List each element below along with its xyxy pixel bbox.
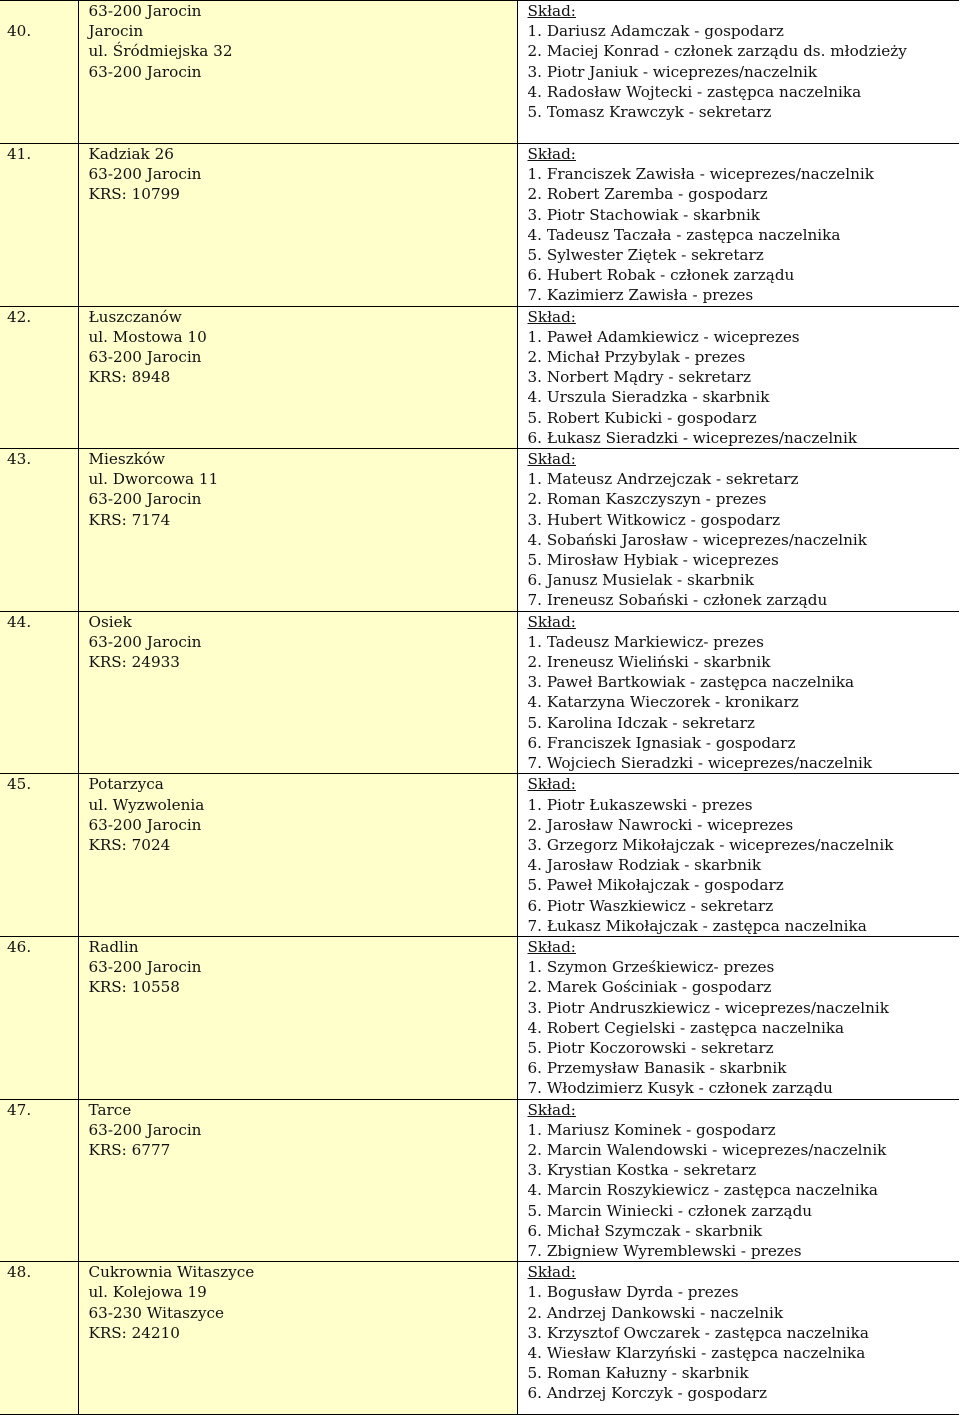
members-cell (517, 936, 959, 1099)
members-cell (517, 774, 959, 937)
address-cell (78, 1262, 517, 1415)
member-entry: 3. Hubert Witkowicz - gospodarz (527, 510, 781, 529)
address-line: Łuszczanów (88, 307, 182, 326)
registry-row (0, 306, 959, 448)
member-entry: 7. Łukasz Mikołajczak - zastępca naczelnika (527, 916, 867, 935)
members-cell (517, 306, 959, 448)
sklad-label: Skład: (527, 1263, 576, 1282)
sklad-label: Skład: (527, 145, 576, 163)
sklad-label-line (528, 1262, 960, 1282)
sklad-label: Skład: (527, 1100, 576, 1119)
member-entry: 1. Mateusz Andrzejczak - sekretarz (527, 470, 799, 489)
row-number-cell (0, 449, 78, 612)
member-entry: 2. Ireneusz Wieliński - skarbnik (527, 653, 771, 672)
member-entry: 2. Andrzej Dankowski - naczelnik (527, 1303, 784, 1322)
member-entry: 2. Michał Przybylak - prezes (527, 348, 746, 367)
address-line: 63-200 Jarocin (88, 1120, 202, 1139)
row-number-cell (0, 1262, 78, 1415)
sklad-label: Skład: (527, 450, 576, 469)
row-number: 43. (7, 450, 32, 469)
member-entry: 1. Bogusław Dyrda - prezes (527, 1283, 739, 1302)
registry-row (0, 611, 959, 774)
member-entry: 7. Ireneusz Sobański - członek zarządu (527, 591, 828, 610)
member-entry: 4. Wiesław Klarzyński - zastępca naczelnika (527, 1343, 866, 1362)
member-entry: 2. Roman Kaszczyszyn - prezes (527, 490, 767, 509)
row-number: 45. (7, 775, 32, 794)
row-number-cell (0, 1099, 78, 1262)
address-cell (78, 611, 517, 774)
member-entry: 6. Piotr Waszkiewicz - sekretarz (527, 896, 774, 915)
member-entry: 2. Jarosław Nawrocki - wiceprezes (527, 815, 794, 834)
address-line: KRS: 24933 (88, 653, 180, 672)
sklad-label-line (528, 144, 960, 164)
row-number: 46. (7, 937, 32, 956)
member-entry: 6. Franciszek Ignasiak - gospodarz (527, 733, 796, 752)
registry-row (0, 774, 959, 937)
member-entry: 3. Paweł Bartkowiak - zastępca naczelnika (527, 673, 855, 692)
address-line: 63-200 Jarocin (88, 2, 202, 20)
sklad-label: Skład: (527, 307, 576, 326)
member-entry: 7. Wojciech Sieradzki - wiceprezes/naczelnik (527, 754, 873, 773)
address-line: 63-200 Jarocin (88, 815, 202, 834)
members-cell (517, 1262, 959, 1415)
members-cell (517, 611, 959, 774)
member-entry: 6. Andrzej Korczyk - gospodarz (527, 1384, 768, 1403)
member-entry: 2. Maciej Konrad - członek zarządu ds. młodzieży (527, 42, 907, 61)
row-number: 41. (7, 145, 32, 163)
member-entry: 4. Jarosław Rodziak - skarbnik (527, 856, 762, 875)
address-line: KRS: 24210 (88, 1323, 180, 1342)
sklad-label-line (528, 1100, 960, 1120)
address-cell (78, 1, 517, 144)
address-line: 63-230 Witaszyce (88, 1303, 225, 1322)
members-cell (517, 1, 959, 144)
row-number: 42. (7, 307, 32, 326)
member-entry: 7. Zbigniew Wyremblewski - prezes (527, 1241, 802, 1260)
row-number: 48. (7, 1263, 32, 1282)
member-entry: 5. Sylwester Ziętek - sekretarz (527, 246, 764, 265)
member-entry: 2. Marcin Walendowski - wiceprezes/naczelnik (527, 1140, 887, 1159)
member-entry: 4. Katarzyna Wieczorek - kronikarz (527, 693, 799, 712)
member-entry: 5. Tomasz Krawczyk - sekretarz (527, 103, 772, 122)
row-number-cell (0, 774, 78, 937)
address-line: Osiek (88, 612, 132, 631)
member-entry: 1. Tadeusz Markiewicz- prezes (527, 632, 764, 651)
member-entry: 6. Hubert Robak - członek zarządu (527, 266, 795, 285)
member-entry: 1. Mariusz Kominek - gospodarz (527, 1120, 776, 1139)
address-line: ul. Wyzwolenia (88, 795, 205, 814)
address-cell (78, 144, 517, 307)
address-line: KRS: 10799 (88, 185, 180, 204)
address-line: 63-200 Jarocin (88, 348, 202, 367)
member-entry: 7. Włodzimierz Kusyk - członek zarządu (527, 1079, 833, 1098)
member-entry: 4. Sobański Jarosław - wiceprezes/naczelnik (527, 530, 867, 549)
sklad-label-line (528, 937, 960, 957)
member-entry: 4. Urszula Sieradzka - skarbnik (527, 388, 770, 407)
member-entry: 1. Franciszek Zawisła - wiceprezes/naczelnik (527, 165, 874, 184)
member-entry: 3. Piotr Andruszkiewicz - wiceprezes/naczelnik (527, 998, 889, 1017)
member-entry: 3. Krzysztof Owczarek - zastępca naczelnika (527, 1323, 869, 1342)
address-cell (78, 774, 517, 937)
address-line: ul. Mostowa 10 (88, 327, 207, 346)
registry-table-body (0, 1, 959, 1415)
row-number-cell (0, 306, 78, 448)
row-number-cell (0, 1, 78, 144)
address-line: 63-200 Jarocin (88, 490, 202, 509)
address-line: Jarocin (88, 22, 144, 41)
address-line: 63-200 Jarocin (88, 958, 202, 977)
member-entry: 6. Janusz Musielak - skarbnik (527, 571, 754, 590)
sklad-label: Skład: (527, 775, 576, 794)
member-entry: 6. Łukasz Sieradzki - wiceprezes/naczelnik (527, 428, 858, 447)
address-line: Radlin (88, 937, 139, 956)
row-number-cell (0, 144, 78, 307)
row-number: 47. (7, 1100, 32, 1119)
address-line: Mieszków (88, 450, 166, 469)
member-entry: 1. Piotr Łukaszewski - prezes (527, 795, 753, 814)
address-line: KRS: 7174 (88, 510, 171, 529)
registry-row (0, 1099, 959, 1262)
member-entry: 3. Piotr Stachowiak - skarbnik (527, 205, 760, 224)
address-cell (78, 449, 517, 612)
sklad-label: Skład: (527, 937, 576, 956)
sklad-label-line (528, 449, 960, 469)
member-entry: 5. Robert Kubicki - gospodarz (527, 408, 757, 427)
row-number: 40. (7, 22, 32, 40)
member-entry: 6. Michał Szymczak - skarbnik (527, 1221, 763, 1240)
registry-row (0, 449, 959, 612)
members-cell (517, 144, 959, 307)
member-entry: 3. Piotr Janiuk - wiceprezes/naczelnik (527, 62, 818, 81)
registry-row (0, 936, 959, 1099)
address-line: Kadziak 26 (88, 145, 174, 163)
member-entry: 3. Norbert Mądry - sekretarz (527, 368, 752, 387)
member-entry: 5. Piotr Koczorowski - sekretarz (527, 1038, 774, 1057)
registry-row (0, 144, 959, 307)
registry-row (0, 1262, 959, 1415)
sklad-label-line (528, 612, 960, 632)
member-entry: 2. Robert Zaremba - gospodarz (527, 185, 768, 204)
sklad-label-line (528, 307, 960, 327)
address-line: KRS: 8948 (88, 368, 171, 387)
address-line: ul. Śródmiejska 32 (88, 42, 233, 61)
row-number: 44. (7, 612, 32, 631)
member-entry: 5. Mirosław Hybiak - wiceprezes (527, 551, 779, 570)
member-entry: 1. Szymon Grześkiewicz- prezes (527, 958, 775, 977)
address-cell (78, 936, 517, 1099)
members-cell (517, 1099, 959, 1262)
member-entry: 4. Robert Cegielski - zastępca naczelnika (527, 1018, 845, 1037)
member-entry: 3. Grzegorz Mikołajczak - wiceprezes/naczelnik (527, 835, 894, 854)
sklad-label-line (528, 1, 960, 21)
member-entry: 1. Paweł Adamkiewicz - wiceprezes (527, 327, 800, 346)
registry-row (0, 1, 959, 144)
member-entry: 6. Przemysław Banasik - skarbnik (527, 1059, 787, 1078)
address-line: 63-200 Jarocin (88, 165, 202, 184)
member-entry: 1. Dariusz Adamczak - gospodarz (527, 22, 784, 41)
address-line: KRS: 6777 (88, 1140, 171, 1159)
member-entry: 5. Marcin Winiecki - członek zarządu (527, 1201, 813, 1220)
address-line: 63-200 Jarocin (88, 62, 202, 81)
address-line: Cukrownia Witaszyce (88, 1263, 255, 1282)
address-line: ul. Dworcowa 11 (88, 470, 219, 489)
member-entry: 5. Paweł Mikołajczak - gospodarz (527, 876, 784, 895)
members-cell (517, 449, 959, 612)
sklad-label-line (528, 774, 960, 794)
sklad-label: Skład: (527, 2, 576, 20)
member-entry: 4. Radosław Wojtecki - zastępca naczelnika (527, 82, 862, 101)
address-cell (78, 306, 517, 448)
row-number-cell (0, 611, 78, 774)
member-entry: 5. Karolina Idczak - sekretarz (527, 713, 755, 732)
address-line: 63-200 Jarocin (88, 632, 202, 651)
member-entry: 4. Tadeusz Taczała - zastępca naczelnika (527, 225, 841, 244)
row-number-cell (0, 936, 78, 1099)
sklad-label: Skład: (527, 612, 576, 631)
address-line: Potarzyca (88, 775, 164, 794)
address-line: KRS: 7024 (88, 835, 171, 854)
member-entry: 5. Roman Kałuzny - skarbnik (527, 1364, 749, 1383)
member-entry: 4. Marcin Roszykiewicz - zastępca naczelnika (527, 1181, 878, 1200)
member-entry: 7. Kazimierz Zawisła - prezes (527, 286, 754, 305)
address-line: KRS: 10558 (88, 978, 180, 997)
address-line: ul. Kolejowa 19 (88, 1283, 207, 1302)
member-entry: 3. Krystian Kostka - sekretarz (527, 1161, 757, 1180)
member-entry: 2. Marek Gościniak - gospodarz (527, 978, 772, 997)
address-line: Tarce (88, 1100, 132, 1119)
address-cell (78, 1099, 517, 1262)
